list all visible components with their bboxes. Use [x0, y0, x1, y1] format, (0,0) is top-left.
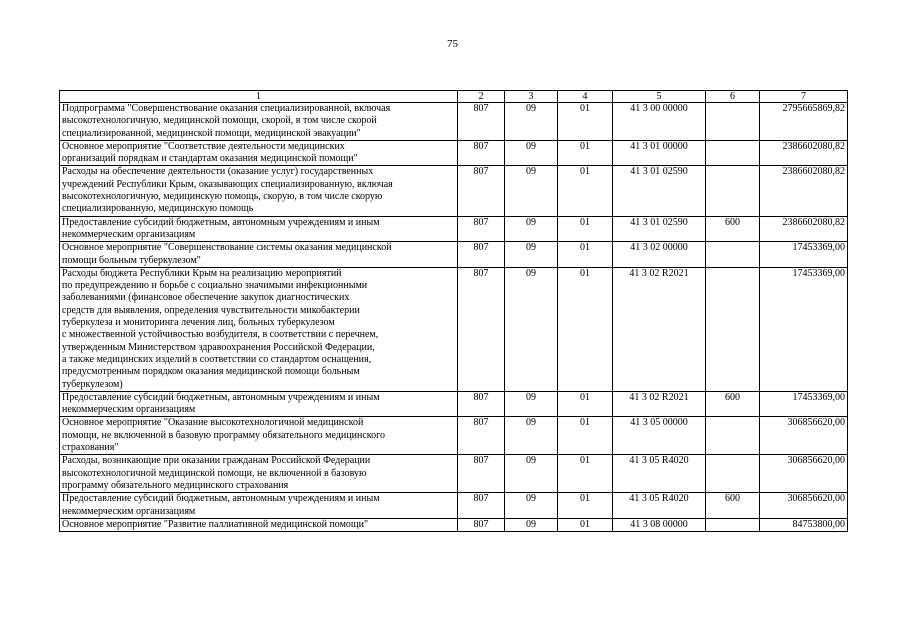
table-row — [60, 103, 848, 141]
subsection-code-cell: 01 — [558, 518, 613, 531]
budget-table-body — [60, 91, 848, 532]
section-code-cell: 09 — [505, 493, 558, 519]
table-row — [60, 493, 848, 519]
amount-cell: 306856620,00 — [760, 417, 848, 455]
table-row — [60, 267, 848, 391]
table-row — [60, 417, 848, 455]
header-cell: 5 — [613, 91, 706, 103]
row-name-cell: Подпрограмма "Совершенствование оказания специализированной, включая высокотехнологичную, медицинской помощи, скорой, в том числе скорой специализированной, медицинской помощи, медицинской эвакуации" — [60, 103, 458, 141]
expense-type-cell — [706, 267, 760, 391]
table-row — [60, 242, 848, 268]
expense-type-cell — [706, 242, 760, 268]
amount-cell: 2386602080,82 — [760, 140, 848, 166]
subsection-code-cell: 01 — [558, 391, 613, 417]
section-code-cell: 09 — [505, 166, 558, 216]
expense-type-cell: 600 — [706, 493, 760, 519]
subsection-code-cell: 01 — [558, 493, 613, 519]
section-code-cell: 09 — [505, 140, 558, 166]
ministry-code-cell: 807 — [458, 493, 505, 519]
header-cell: 4 — [558, 91, 613, 103]
header-cell: 6 — [706, 91, 760, 103]
row-name-cell: Основное мероприятие "Оказание высокотехнологичной медицинской помощи, не включенной в базовую программу обязательного медицинского страхования" — [60, 417, 458, 455]
subsection-code-cell: 01 — [558, 417, 613, 455]
header-cell: 7 — [760, 91, 848, 103]
amount-cell: 84753800,00 — [760, 518, 848, 531]
amount-cell: 17453369,00 — [760, 267, 848, 391]
subsection-code-cell: 01 — [558, 103, 613, 141]
header-cell: 3 — [505, 91, 558, 103]
ministry-code-cell: 807 — [458, 455, 505, 493]
target-article-cell: 41 3 02 00000 — [613, 242, 706, 268]
subsection-code-cell: 01 — [558, 267, 613, 391]
target-article-cell: 41 3 01 00000 — [613, 140, 706, 166]
section-code-cell: 09 — [505, 391, 558, 417]
ministry-code-cell: 807 — [458, 518, 505, 531]
section-code-cell: 09 — [505, 103, 558, 141]
budget-table — [59, 90, 848, 532]
expense-type-cell — [706, 417, 760, 455]
page-number: 75 — [447, 38, 458, 50]
row-name-cell: Основное мероприятие "Совершенствование системы оказания медицинской помощи больным туберкулезом" — [60, 242, 458, 268]
target-article-cell: 41 3 01 02590 — [613, 216, 706, 242]
target-article-cell: 41 3 01 02590 — [613, 166, 706, 216]
expense-type-cell: 600 — [706, 216, 760, 242]
amount-cell: 2795665869,82 — [760, 103, 848, 141]
amount-cell: 306856620,00 — [760, 455, 848, 493]
expense-type-cell — [706, 455, 760, 493]
table-row — [60, 518, 848, 531]
header-cell: 2 — [458, 91, 505, 103]
expense-type-cell: 600 — [706, 391, 760, 417]
target-article-cell: 41 3 02 R2021 — [613, 267, 706, 391]
row-name-cell: Предоставление субсидий бюджетным, автономным учреждениям и иным некоммерческим организациям — [60, 493, 458, 519]
section-code-cell: 09 — [505, 267, 558, 391]
section-code-cell: 09 — [505, 417, 558, 455]
ministry-code-cell: 807 — [458, 417, 505, 455]
amount-cell: 17453369,00 — [760, 391, 848, 417]
target-article-cell: 41 3 00 00000 — [613, 103, 706, 141]
amount-cell: 2386602080,82 — [760, 166, 848, 216]
table-row — [60, 455, 848, 493]
row-name-cell: Основное мероприятие "Соответствие деятельности медицинских организаций порядкам и стандартам оказания медицинской помощи" — [60, 140, 458, 166]
target-article-cell: 41 3 05 R4020 — [613, 455, 706, 493]
subsection-code-cell: 01 — [558, 216, 613, 242]
row-name-cell: Основное мероприятие "Развитие паллиативной медицинской помощи" — [60, 518, 458, 531]
subsection-code-cell: 01 — [558, 455, 613, 493]
section-code-cell: 09 — [505, 455, 558, 493]
target-article-cell: 41 3 05 00000 — [613, 417, 706, 455]
target-article-cell: 41 3 08 00000 — [613, 518, 706, 531]
ministry-code-cell: 807 — [458, 166, 505, 216]
row-name-cell: Расходы на обеспечение деятельности (оказание услуг) государственных учреждений Республики Крым, оказывающих специализированную, включая высокотехнологичную, медицинскую помощь, скорую, в том числе скорую специализированную, медицинскую помощь — [60, 166, 458, 216]
subsection-code-cell: 01 — [558, 140, 613, 166]
expense-type-cell — [706, 518, 760, 531]
target-article-cell: 41 3 05 R4020 — [613, 493, 706, 519]
expense-type-cell — [706, 140, 760, 166]
amount-cell: 2386602080,82 — [760, 216, 848, 242]
ministry-code-cell: 807 — [458, 242, 505, 268]
target-article-cell: 41 3 02 R2021 — [613, 391, 706, 417]
expense-type-cell — [706, 166, 760, 216]
header-row — [60, 91, 848, 103]
row-name-cell: Расходы бюджета Республики Крым на реализацию мероприятий по предупреждению и борьбе с социально значимыми инфекционными заболеваниями (финансовое обеспечение закупок диагностических средств для выявления, определения чувствительности микобактерии туберкулеза и мониторинга лечения лиц, больных туберкулезом с множественной устойчивостью возбудителя, в соответствии с перечнем, утвержденным Министерством здравоохранения Российской Федерации, а также медицинских изделий в соответствии со стандартом оснащения, предусмотренным порядком оказания медицинской помощи больным туберкулезом) — [60, 267, 458, 391]
header-cell: 1 — [60, 91, 458, 103]
row-name-cell: Предоставление субсидий бюджетным, автономным учреждениям и иным некоммерческим организациям — [60, 391, 458, 417]
table-row — [60, 140, 848, 166]
expense-type-cell — [706, 103, 760, 141]
subsection-code-cell: 01 — [558, 242, 613, 268]
ministry-code-cell: 807 — [458, 391, 505, 417]
row-name-cell: Расходы, возникающие при оказании гражданам Российской Федерации высокотехнологичной медицинской помощи, не включенной в базовую программу обязательного медицинского страхования — [60, 455, 458, 493]
section-code-cell: 09 — [505, 242, 558, 268]
amount-cell: 306856620,00 — [760, 493, 848, 519]
subsection-code-cell: 01 — [558, 166, 613, 216]
table-row — [60, 216, 848, 242]
section-code-cell: 09 — [505, 216, 558, 242]
table-row — [60, 391, 848, 417]
table-row — [60, 166, 848, 216]
ministry-code-cell: 807 — [458, 103, 505, 141]
ministry-code-cell: 807 — [458, 140, 505, 166]
amount-cell: 17453369,00 — [760, 242, 848, 268]
ministry-code-cell: 807 — [458, 267, 505, 391]
row-name-cell: Предоставление субсидий бюджетным, автономным учреждениям и иным некоммерческим организациям — [60, 216, 458, 242]
section-code-cell: 09 — [505, 518, 558, 531]
ministry-code-cell: 807 — [458, 216, 505, 242]
